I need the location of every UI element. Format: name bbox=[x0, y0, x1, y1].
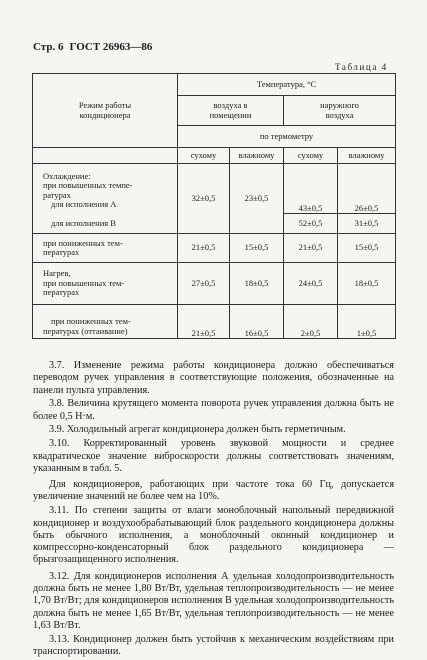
row-cooling-high: Охлаждение: при повышенных темпе- ратурах для исполнения А для исполнения В bbox=[33, 164, 178, 234]
by-thermometer-header: по термометру bbox=[178, 126, 396, 148]
table-cell: 15±0,5 bbox=[230, 234, 284, 263]
table-cell: 32±0,5 bbox=[178, 164, 230, 234]
table-cell: 26±0,5 bbox=[338, 164, 396, 214]
dry-header: сухому bbox=[284, 148, 338, 164]
paragraph: 3.10. Корректированный уровень звуковой мощности и среднее квадратическое значение виброскорости должны соответствовать значениям, указанным в табл. 5. bbox=[33, 438, 394, 474]
table-cell: 24±0,5 bbox=[284, 263, 338, 305]
table-label: Таблица 4 bbox=[335, 62, 388, 72]
paragraph: 3.8. Величина крутящего момента поворота ручек управления должна быть не более 0,5 Н·м. bbox=[33, 398, 394, 422]
body-text bbox=[33, 360, 394, 660]
table-cell: 16±0,5 bbox=[230, 305, 284, 339]
table-cell: 18±0,5 bbox=[230, 263, 284, 305]
row-cooling-low: при пониженных тем- пературах bbox=[33, 234, 178, 263]
paragraph: Для кондиционеров, работающих при частоте тока 60 Гц, допускается увеличение значений не более чем на 10%. bbox=[33, 479, 394, 503]
row-heating-low: при пониженных тем- пературах (оттаивание) bbox=[33, 305, 178, 339]
table-cell: 1±0,5 bbox=[338, 305, 396, 339]
conditions-table bbox=[32, 73, 396, 339]
indoor-air-header: воздуха в помещении bbox=[178, 96, 284, 126]
outdoor-air-header: наружного воздуха bbox=[284, 96, 396, 126]
paragraph: 3.7. Изменение режима работы кондиционера должно обеспечиваться переводом ручек управления в соответствующие положения, обозначенные на панели пульта управления. bbox=[33, 360, 394, 396]
table-cell: 15±0,5 bbox=[338, 234, 396, 263]
table-cell: 21±0,5 bbox=[284, 234, 338, 263]
temperature-header: Температура, °С bbox=[178, 74, 396, 96]
paragraph: 3.11. По степени защиты от влаги моноблочный напольный передвижной кондиционер и воздухообрабатывающий блок раздельного кондиционера должны быть обычного исполнения, а моноблочный оконный кондиционер и компрессорно-конденсаторный блок раздельного кондиционера — брызгозащищенного исполнения. bbox=[33, 505, 394, 566]
mode-header: Режим работы кондиционера bbox=[33, 74, 178, 148]
page-number: Стр. 6 bbox=[33, 41, 64, 53]
row-heating-high: Нагрев, при повышенных тем- пературах bbox=[33, 263, 178, 305]
page-header bbox=[33, 41, 152, 53]
table-cell: 2±0,5 bbox=[284, 305, 338, 339]
table-cell: 21±0,5 bbox=[178, 234, 230, 263]
table-cell: 21±0,5 bbox=[178, 305, 230, 339]
table-cell: 43±0,5 bbox=[284, 164, 338, 214]
wet-header: влажному bbox=[230, 148, 284, 164]
table-cell: 52±0,5 bbox=[284, 214, 338, 234]
table-cell: 18±0,5 bbox=[338, 263, 396, 305]
table-cell: 31±0,5 bbox=[338, 214, 396, 234]
table-cell: 27±0,5 bbox=[178, 263, 230, 305]
dry-header: сухому bbox=[178, 148, 230, 164]
paragraph: 3.9. Холодильный агрегат кондиционера должен быть герметичным. bbox=[49, 424, 346, 436]
wet-header: влажному bbox=[338, 148, 396, 164]
table-cell: 23±0,5 bbox=[230, 164, 284, 234]
standard-code: ГОСТ 26963—86 bbox=[69, 41, 153, 53]
paragraph: 3.13. Кондиционер должен быть устойчив к механическим воздействиям при транспортировании. bbox=[33, 633, 394, 658]
paragraph: 3.12. Для кондиционеров исполнения А удельная холодопроизводительность должна быть не менее 1,80 Вт/Вт, удельная теплопроизводительность — не менее 1,70 Вт/Вт; для кондиционеров исполнения В удельная холодопроизводительность должна быть не менее 1,65 Вт/Вт, удельная теплопроизводительность — не менее 1,63 Вт/Вт. bbox=[33, 570, 394, 631]
